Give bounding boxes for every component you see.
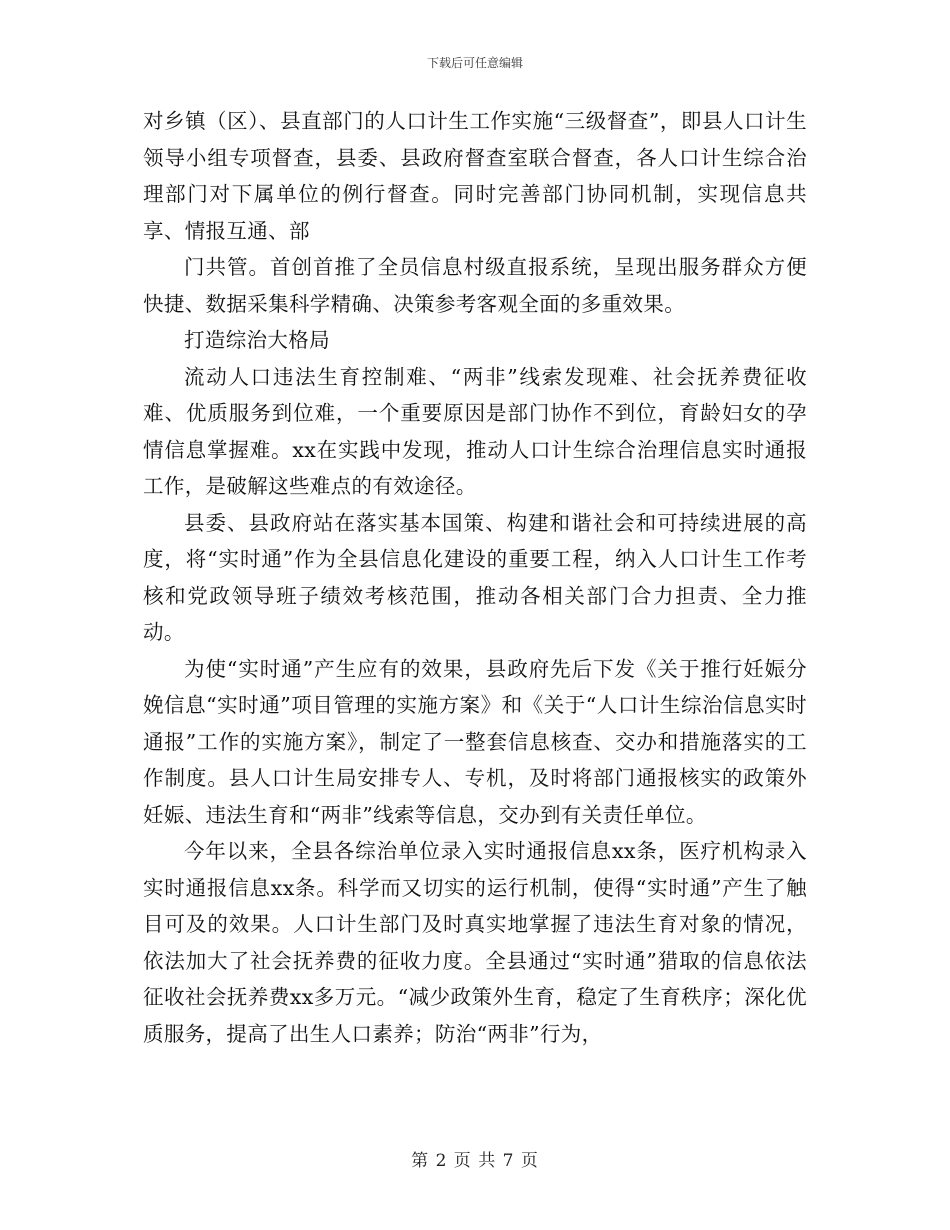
section-heading: 打造综治大格局 xyxy=(184,328,330,352)
page-header-note: 下载后可任意编辑 xyxy=(426,56,523,70)
paragraph-3: 流动人口违法生育控制难、“两非”线索发现难、社会抚养费征收难、优质服务到位难，一个重要原因是部门协作不到位，育龄妇女的孕情信息掌握难。xx在实践中发现，推动人口计生综合治理信息实时通报工作，是破解这些难点的有效途径。 xyxy=(143,364,807,498)
paragraph-6: 今年以来，全县各综治单位录入实时通报信息xx条，医疗机构录入实时通报信息xx条。科学而又切实的运行机制，使得“实时通”产生了触目可及的效果。人口计生部门及时真实地掌握了违法生育对象的情况，依法加大了社会抚养费的征收力度。全县通过“实时通”猎取的信息依法征收社会抚养费xx多万元。“减少政策外生育，稳定了生育秩序；深化优质服务，提高了出生人口素养；防治“两非”行为， xyxy=(143,839,807,1046)
paragraph-5: 为使“实时通”产生应有的效果，县政府先后下发《关于推行妊娠分娩信息“实时通”项目管理的实施方案》和《关于“人口计生综治信息实时通报”工作的实施方案》，制定了一整套信息核查、交办和措施落实的工作制度。县人口计生局安排专人、专机，及时将部门通报核实的政策外妊娠、违法生育和“两非”线索等信息，交办到有关责任单位。 xyxy=(143,656,807,827)
document-body xyxy=(143,103,807,1052)
paragraph-1: 对乡镇（区）、县直部门的人口计生工作实施“三级督查”，即县人口计生领导小组专项督查，县委、县政府督查室联合督查，各人口计生综合治理部门对下属单位的例行督查。同时完善部门协同机制，实现信息共享、情报互通、部 xyxy=(143,109,807,243)
page-number: 第 2 页 共 7 页 xyxy=(411,1151,539,1171)
paragraph-2: 门共管。首创首推了全员信息村级直报系统，呈现出服务群众方便快捷、数据采集科学精确、决策参考客观全面的多重效果。 xyxy=(143,255,807,316)
paragraph-4: 县委、县政府站在落实基本国策、构建和谐社会和可持续进展的高度，将“实时通”作为全县信息化建设的重要工程，纳入人口计生工作考核和党政领导班子绩效考核范围，推动各相关部门合力担责、全力推动。 xyxy=(143,510,807,644)
